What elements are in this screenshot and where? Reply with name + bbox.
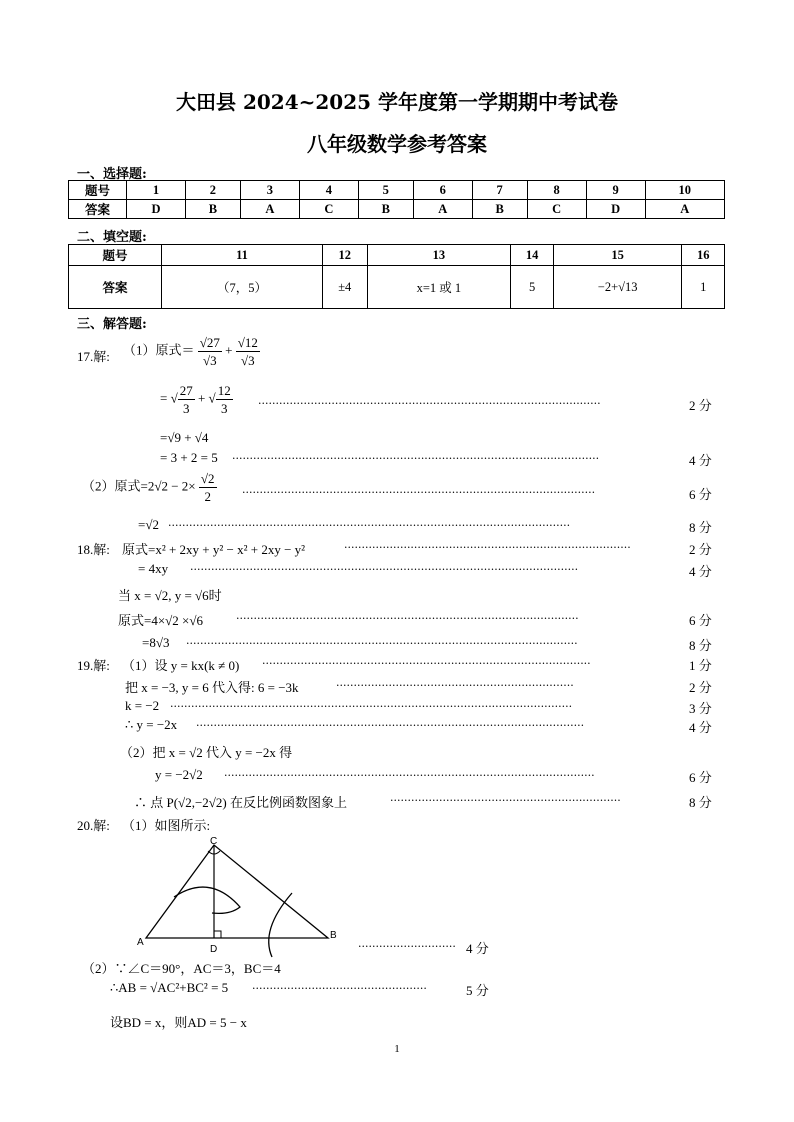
vertex-label-c: C: [210, 836, 218, 847]
q17-part2: [82, 470, 217, 505]
table-cell: D: [586, 200, 645, 219]
table-cell: 8: [527, 181, 586, 200]
table-cell: 5: [358, 181, 413, 200]
dot-leader: ··································································: [390, 794, 621, 807]
table-cell: B: [472, 200, 527, 219]
table-row: [69, 245, 725, 266]
fraction: [199, 470, 217, 505]
score: 3 分: [689, 701, 712, 716]
numerator: 12: [217, 383, 231, 398]
q17-part2-text: （2）原式=2√2 − 2×: [82, 478, 196, 494]
denominator: 3: [220, 401, 228, 416]
q20-line1: （1）如图所示:: [122, 818, 211, 833]
q18-line4: 原式=4×√2 ×√6: [118, 613, 204, 628]
q17-line4: = 3 + 2 = 5: [160, 450, 218, 465]
fraction: [178, 382, 195, 417]
compass-arc: [174, 887, 240, 913]
table-cell: 10: [645, 181, 724, 200]
denominator: 2: [204, 489, 211, 504]
table-row: [69, 266, 725, 309]
score: 6 分: [689, 487, 712, 502]
q20-line4: 设BD = x，则AD = 5 − x: [110, 1015, 247, 1030]
q19-line3: k = −2: [125, 698, 160, 713]
dot-leader: ······························································································: [262, 657, 591, 670]
section-solve: 三、解答题:: [77, 317, 147, 332]
dot-leader: ···············································································································: [196, 719, 585, 732]
q18-label: 18.解:: [77, 542, 110, 557]
q17-line3: =√9 + √4: [160, 430, 209, 445]
compass-arc: [269, 893, 292, 957]
dot-leader: ···················································································································: [170, 700, 573, 713]
table-cell: 11: [162, 245, 323, 266]
score: 8 分: [689, 795, 712, 810]
table-cell: D: [127, 200, 186, 219]
table-cell: 15: [553, 245, 681, 266]
table-cell: 4: [299, 181, 358, 200]
table-cell: C: [527, 200, 586, 219]
row-label: 答案: [69, 266, 162, 309]
q19-line4: ∴ y = −2x: [125, 717, 178, 732]
table-cell: 2: [185, 181, 240, 200]
dot-leader: ··································································································: [236, 612, 579, 625]
numerator: √2: [200, 471, 215, 486]
score: 8 分: [689, 638, 712, 653]
score: 2 分: [689, 398, 712, 413]
table-cell: 1: [682, 266, 725, 309]
row-label: 答案: [69, 200, 127, 219]
denominator: √3: [203, 353, 217, 368]
q19-line1: （1）设 y = kx(k ≠ 0): [122, 658, 240, 673]
vertex-label-a: A: [137, 937, 144, 948]
page-number: 1: [394, 1043, 400, 1055]
q20-line3: ∴AB = √AC²+BC² = 5: [110, 980, 229, 995]
table-cell: （7，5）: [162, 266, 323, 309]
table-cell: ±4: [322, 266, 367, 309]
table-cell: 16: [682, 245, 725, 266]
q19-line6: y = −2√2: [155, 767, 203, 782]
q20-label: 20.解:: [77, 818, 110, 833]
table-cell: x=1 或 1: [367, 266, 511, 309]
table-cell: A: [645, 200, 724, 219]
fraction: [236, 334, 260, 369]
score: 4 分: [466, 941, 489, 956]
section-fill: 二、填空题:: [77, 230, 147, 245]
table-cell: C: [299, 200, 358, 219]
numerator: √12: [237, 335, 258, 350]
choice-table: [68, 180, 725, 219]
score: 5 分: [466, 983, 489, 998]
table-cell: 14: [511, 245, 554, 266]
score: 2 分: [689, 680, 712, 695]
row-label: 题号: [69, 181, 127, 200]
q17-line6: =√2: [138, 517, 159, 532]
q19-label: 19.解:: [77, 658, 110, 673]
denominator: 3: [182, 401, 190, 416]
dot-leader: ···············································································································: [190, 563, 579, 576]
table-cell: 6: [413, 181, 472, 200]
triangle-abc: [146, 845, 328, 938]
table-cell: 3: [240, 181, 299, 200]
score: 4 分: [689, 564, 712, 579]
table-cell: B: [358, 200, 413, 219]
page-title: 大田县 2024~2025 学年度第一学期期中考试卷: [175, 90, 618, 114]
dot-leader: ··········································································································: [224, 769, 595, 782]
fraction: [198, 334, 222, 369]
table-row: [69, 181, 725, 200]
q19-line7: ∴ 点 P(√2,−2√2) 在反比例函数图象上: [134, 795, 347, 810]
table-cell: −2+√13: [553, 266, 681, 309]
dot-leader: ··················································: [252, 982, 427, 995]
dot-leader: ················································································································: [186, 637, 578, 650]
table-cell: 12: [322, 245, 367, 266]
fill-table: [68, 244, 725, 309]
q18-line1: 原式=x² + 2xy + y² − x² + 2xy − y²: [122, 542, 306, 557]
fraction: [216, 382, 233, 417]
score: 6 分: [689, 613, 712, 628]
table-cell: 5: [511, 266, 554, 309]
row-label: 题号: [69, 245, 162, 266]
denominator: √3: [241, 353, 255, 368]
score: 8 分: [689, 520, 712, 535]
score: 4 分: [689, 453, 712, 468]
table-row: [69, 200, 725, 219]
table-cell: A: [240, 200, 299, 219]
score: 1 分: [689, 658, 712, 673]
q18-line3: 当 x = √2, y = √6时: [118, 588, 222, 603]
vertex-label-b: B: [330, 930, 337, 941]
score: 6 分: [689, 770, 712, 785]
table-cell: 9: [586, 181, 645, 200]
triangle-figure: [130, 835, 350, 960]
dot-leader: ····························: [358, 940, 456, 953]
q20-line2: （2）∵∠C＝90°，AC＝3，BC＝4: [82, 961, 281, 976]
section-choice: 一、选择题:: [77, 167, 147, 182]
dot-leader: ···················································································································: [168, 519, 571, 532]
q17-part1-text: （1）原式＝: [123, 342, 195, 358]
dot-leader: ··················································································: [344, 541, 631, 554]
q17-line2: = √ $\frac{27}{3}$ + √ $\frac{12}{3}$: [160, 383, 231, 416]
table-cell: A: [413, 200, 472, 219]
table-cell: 13: [367, 245, 511, 266]
right-angle-mark: [214, 931, 221, 938]
table-cell: B: [185, 200, 240, 219]
dot-leader: ·········································································································: [232, 452, 600, 465]
q19-line2: 把 x = −3, y = 6 代入得: 6 = −3k: [125, 680, 299, 695]
dot-leader: ··································································································: [258, 397, 601, 410]
page-subtitle: 八年级数学参考答案: [307, 132, 487, 156]
q17-part1: （1）原式＝ $\frac{√27}{√3}$ + $\frac{√12}{√3}$: [123, 335, 258, 368]
table-cell: 7: [472, 181, 527, 200]
vertex-label-d: D: [210, 944, 218, 955]
q19-line5: （2）把 x = √2 代入 y = −2x 得: [120, 745, 293, 760]
score: 2 分: [689, 542, 712, 557]
dot-leader: ····································································: [336, 679, 574, 692]
table-cell: 1: [127, 181, 186, 200]
score: 4 分: [689, 720, 712, 735]
q18-line2: = 4xy: [138, 561, 169, 576]
q18-line5: =8√3: [142, 635, 170, 650]
dot-leader: ·····································································································: [242, 486, 596, 499]
numerator: √27: [199, 335, 220, 350]
numerator: 27: [179, 383, 193, 398]
q17-label: 17.解:: [77, 349, 110, 364]
